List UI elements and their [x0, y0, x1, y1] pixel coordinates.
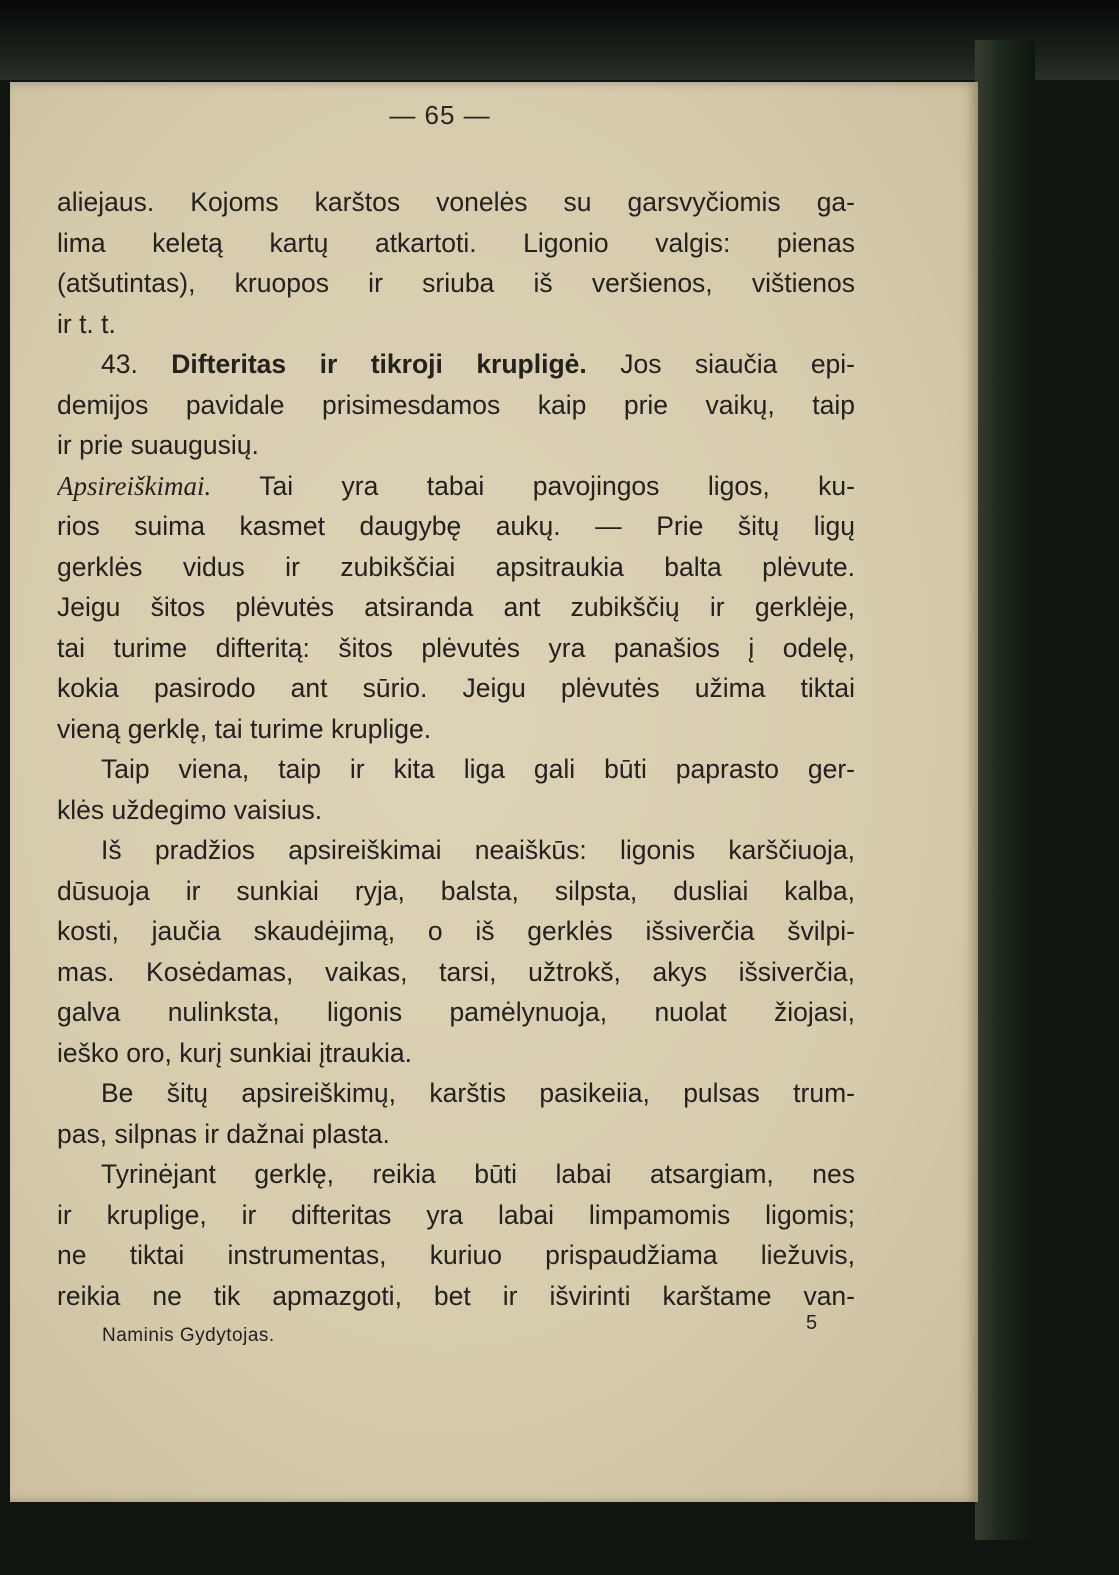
text-line — [57, 1195, 855, 1236]
section-number: 43. — [101, 349, 172, 379]
text-line — [57, 1114, 855, 1155]
text-line — [57, 425, 855, 466]
line-text: gerklės vidus ir zubikščiai apsitraukia balta plėvute. — [57, 551, 855, 582]
text-line — [57, 1235, 855, 1276]
line-text: vieną gerklę, tai turime kruplige. — [57, 713, 432, 744]
line-text: Taip viena, taip ir kita liga gali būti paprasto ger- — [101, 754, 855, 784]
line-text: ne tiktai instrumentas, kuriuo prispaudžiama liežuvis, — [57, 1240, 855, 1270]
text-line — [57, 263, 855, 304]
text-line — [57, 911, 855, 952]
line-text: Iš pradžios apsireiškimai neaiškūs: ligonis karščiuoja, — [101, 835, 855, 865]
text-line — [57, 952, 855, 993]
line-text: ir t. t. — [57, 308, 116, 339]
text-line — [57, 709, 855, 750]
text-line — [57, 385, 855, 426]
text-line — [57, 182, 855, 223]
text-line — [57, 506, 855, 547]
text-line — [57, 668, 855, 709]
text-line — [57, 790, 855, 831]
line-text: reikia ne tik apmazgoti, bet ir išvirinti karštame van- — [57, 1280, 855, 1311]
text-line — [57, 587, 855, 628]
footer-book-title: Naminis Gydytojas. — [102, 1325, 275, 1346]
text-line — [57, 1073, 855, 1114]
line-text: dūsuoja ir sunkiai ryja, balsta, silpsta, dusliai kalba, — [57, 875, 855, 906]
section-heading: Difteritas ir tikroji krupligė. — [171, 349, 587, 379]
line-text: klės uždegimo vaisius. — [57, 794, 323, 825]
line-text: Be šitų apsireiškimų, karštis pasikeiia, pulsas trum- — [101, 1078, 855, 1108]
text-line — [57, 749, 855, 790]
text-line — [57, 830, 855, 871]
line-text: tai turime difteritą: šitos plėvutės yra panašios į odelę, — [57, 632, 855, 663]
text-line — [57, 628, 855, 669]
page-body-text — [57, 182, 855, 1316]
line-text: lima keletą kartų atkartoti. Ligonio valgis: pienas — [57, 227, 855, 258]
text-line — [57, 223, 855, 264]
line-text: mas. Kosėdamas, vaikas, tarsi, užtrokš, akys išsiverčia, — [57, 956, 855, 987]
line-text: (atšutintas), kruopos ir sriuba iš veršienos, vištienos — [57, 268, 855, 298]
line-text: pas, silpnas ir dažnai plasta. — [57, 1118, 390, 1149]
text-line — [57, 466, 855, 507]
subheading: Apsireiškimai. — [57, 470, 212, 501]
scan-top-border — [0, 0, 1119, 80]
text-line — [57, 992, 855, 1033]
text-line — [57, 547, 855, 588]
line-text: kosti, jaučia skaudėjimą, o iš gerklės išsiverčia švilpi- — [57, 916, 855, 946]
line-text: Jos siaučia epi- — [586, 349, 855, 379]
line-text: Tai yra tabai pavojingos ligos, ku- — [211, 470, 855, 501]
line-text: ir prie suaugusių. — [57, 430, 259, 460]
scan-right-border — [975, 40, 1035, 1540]
line-text: Tyrinėjant gerklę, reikia būti labai atsargiam, nes — [101, 1159, 855, 1189]
line-text: aliejaus. Kojoms karštos vonelės su garsvyčiomis ga- — [57, 187, 855, 217]
text-line — [57, 304, 855, 345]
text-line — [57, 344, 855, 385]
text-line — [57, 871, 855, 912]
text-line — [57, 1154, 855, 1195]
line-text: Jeigu šitos plėvutės atsiranda ant zubikščių ir gerklėje, — [57, 592, 855, 622]
footer-signature-mark: 5 — [806, 1312, 818, 1334]
line-text: demijos pavidale prisimesdamos kaip prie vaikų, taip — [57, 389, 855, 420]
line-text: galva nulinksta, ligonis pamėlynuoja, nuolat žiojasi, — [57, 997, 855, 1027]
line-text: ir kruplige, ir difteritas yra labai limpamomis ligomis; — [57, 1199, 855, 1230]
line-text: kokia pasirodo ant sūrio. Jeigu plėvutės užima tiktai — [57, 673, 855, 703]
text-line — [57, 1276, 855, 1317]
line-text: rios suima kasmet daugybę aukų. — Prie šitų ligų — [57, 511, 855, 541]
line-text: ieško oro, kurį sunkiai įtraukia. — [57, 1037, 412, 1068]
page-number: — 65 — — [389, 100, 491, 130]
text-line — [57, 1033, 855, 1074]
